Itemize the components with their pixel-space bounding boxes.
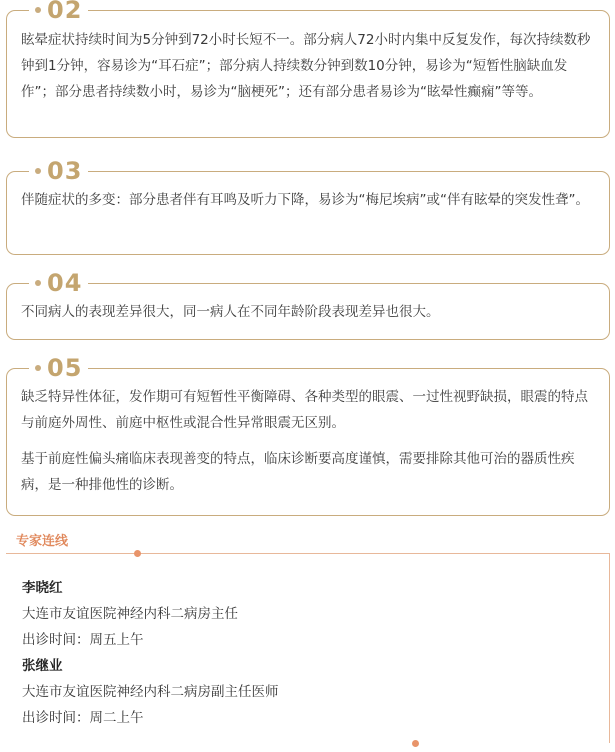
section-number bbox=[29, 355, 88, 381]
section-paragraph: 基于前庭性偏头痛临床表现善变的特点，临床诊断要高度谨慎，需要排除其他可治的器质性疾病，是一种排他性的诊断。 bbox=[21, 451, 575, 493]
section-paragraph: 不同病人的表现差异很大，同一病人在不同年龄阶段表现差异也很大。 bbox=[21, 304, 440, 320]
bullet-dot-icon bbox=[35, 365, 41, 371]
bullet-dot-icon bbox=[35, 7, 41, 13]
decor-dot-icon bbox=[134, 550, 141, 557]
bullet-dot-icon bbox=[35, 168, 41, 174]
expert-section-title: 专家连线 bbox=[16, 534, 69, 549]
doctor-department: 大连市友谊医院神经内科二病房主任 bbox=[22, 606, 238, 622]
section-paragraph: 伴随症状的多变：部分患者伴有耳鸣及听力下降，易诊为“梅尼埃病”或“伴有眩晕的突发性聋”。 bbox=[21, 192, 589, 208]
doctor-clinic-time: 出诊时间：周二上午 bbox=[22, 710, 144, 726]
section-number-text: 05 bbox=[47, 354, 83, 382]
section-number bbox=[29, 0, 88, 23]
doctor-name: 李晓红 bbox=[22, 580, 63, 596]
bullet-dot-icon bbox=[35, 280, 41, 286]
section-04-card bbox=[6, 269, 610, 340]
section-number bbox=[29, 158, 88, 184]
section-number-text: 03 bbox=[47, 157, 83, 185]
section-05-card bbox=[6, 354, 610, 516]
section-number-text: 02 bbox=[47, 0, 83, 24]
section-number-text: 04 bbox=[47, 269, 83, 297]
doctor-name: 张继业 bbox=[22, 658, 63, 674]
decor-dot-icon bbox=[412, 740, 419, 747]
section-paragraph: 眩晕症状持续时间为5分钟到72小时长短不一。部分病人72小时内集中反复发作，每次持续数秒钟到1分钟，容易诊为“耳石症”；部分病人持续数分钟到数10分钟，易诊为“短暂性脑缺血发作”；部分患者持续数小时，易诊为“脑梗死”；还有部分患者易诊为“眩晕性癫痫”等等。 bbox=[21, 32, 591, 100]
section-02-card bbox=[6, 0, 610, 138]
doctor-clinic-time: 出诊时间：周五上午 bbox=[22, 632, 144, 648]
doctor-department: 大连市友谊医院神经内科二病房副主任医师 bbox=[22, 684, 279, 700]
section-paragraph: 缺乏特异性体征，发作期可有短暂性平衡障碍、各种类型的眼震、一过性视野缺损，眼震的特点与前庭外周性、前庭中枢性或混合性异常眼震无区别。 bbox=[21, 389, 588, 431]
section-number bbox=[29, 270, 88, 296]
section-03-card bbox=[6, 157, 610, 255]
